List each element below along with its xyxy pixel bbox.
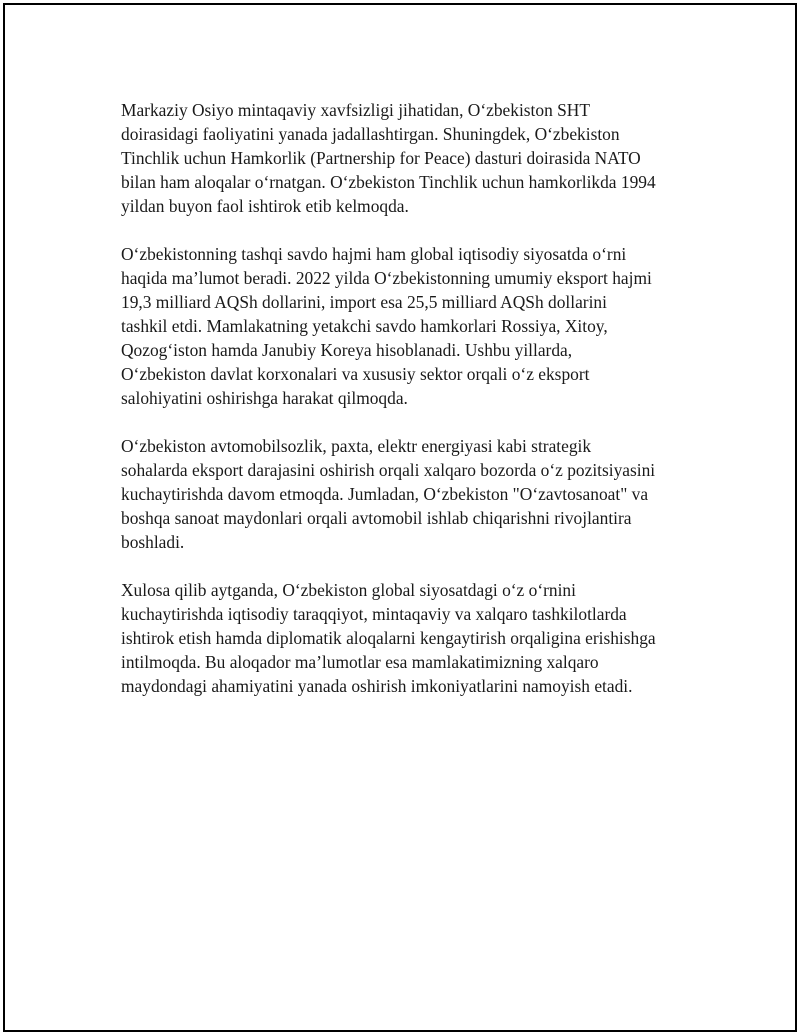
text-line: O‘zbekistonning tashqi savdo hajmi ham global iqtisodiy siyosatda o‘rni <box>121 244 627 264</box>
text-line: boshladi. <box>121 532 185 552</box>
text-line: kuchaytirishda davom etmoqda. Jumladan, O‘zbekiston "O‘zavtosanoat" va <box>121 484 649 504</box>
text-line: doirasidagi faoliyatini yanada jadallashtirgan. Shuningdek, O‘zbekiston <box>121 124 620 144</box>
text-line: kuchaytirishda iqtisodiy taraqqiyot, mintaqaviy va xalqaro tashkilotlarda <box>121 604 627 624</box>
paragraph-security <box>121 98 701 218</box>
text-line: O‘zbekiston avtomobilsozlik, paxta, elektr energiyasi kabi strategik <box>121 436 592 456</box>
text-line: bilan ham aloqalar o‘rnatgan. O‘zbekiston Tinchlik uchun hamkorlikda 1994 <box>121 172 656 192</box>
text-line: Qozog‘iston hamda Janubiy Koreya hisoblanadi. Ushbu yillarda, <box>121 340 573 360</box>
text-line: 19,3 milliard AQSh dollarini, import esa 25,5 milliard AQSh dollarini <box>121 292 607 312</box>
text-line: tashkil etdi. Mamlakatning yetakchi savdo hamkorlari Rossiya, Xitoy, <box>121 316 608 336</box>
text-line: sohalarda eksport darajasini oshirish orqali xalqaro bozorda o‘z pozitsiyasini <box>121 460 656 480</box>
paragraph-industry <box>121 434 701 554</box>
text-line: Xulosa qilib aytganda, O‘zbekiston global siyosatdagi o‘z o‘rnini <box>121 580 576 600</box>
text-line: O‘zbekiston davlat korxonalari va xususiy sektor orqali o‘z eksport <box>121 364 590 384</box>
text-line: Tinchlik uchun Hamkorlik (Partnership for Peace) dasturi doirasida NATO <box>121 148 641 168</box>
text-line: maydondagi ahamiyatini yanada oshirish imkoniyatlarini namoyish etadi. <box>121 676 633 696</box>
paragraph-trade <box>121 242 701 410</box>
text-line: haqida ma’lumot beradi. 2022 yilda O‘zbekistonning umumiy eksport hajmi <box>121 268 652 288</box>
text-line: salohiyatini oshirishga harakat qilmoqda. <box>121 388 408 408</box>
text-line: yildan buyon faol ishtirok etib kelmoqda. <box>121 196 409 216</box>
text-line: Markaziy Osiyo mintaqaviy xavfsizligi jihatidan, O‘zbekiston SHT <box>121 100 590 120</box>
document-page <box>3 3 797 1032</box>
paragraph-conclusion <box>121 578 701 698</box>
text-line: intilmoqda. Bu aloqador ma’lumotlar esa mamlakatimizning xalqaro <box>121 652 599 672</box>
text-line: ishtirok etish hamda diplomatik aloqalarni kengaytirish orqaligina erishishga <box>121 628 656 648</box>
text-line: boshqa sanoat maydonlari orqali avtomobil ishlab chiqarishni rivojlantira <box>121 508 632 528</box>
document-body <box>121 98 701 722</box>
